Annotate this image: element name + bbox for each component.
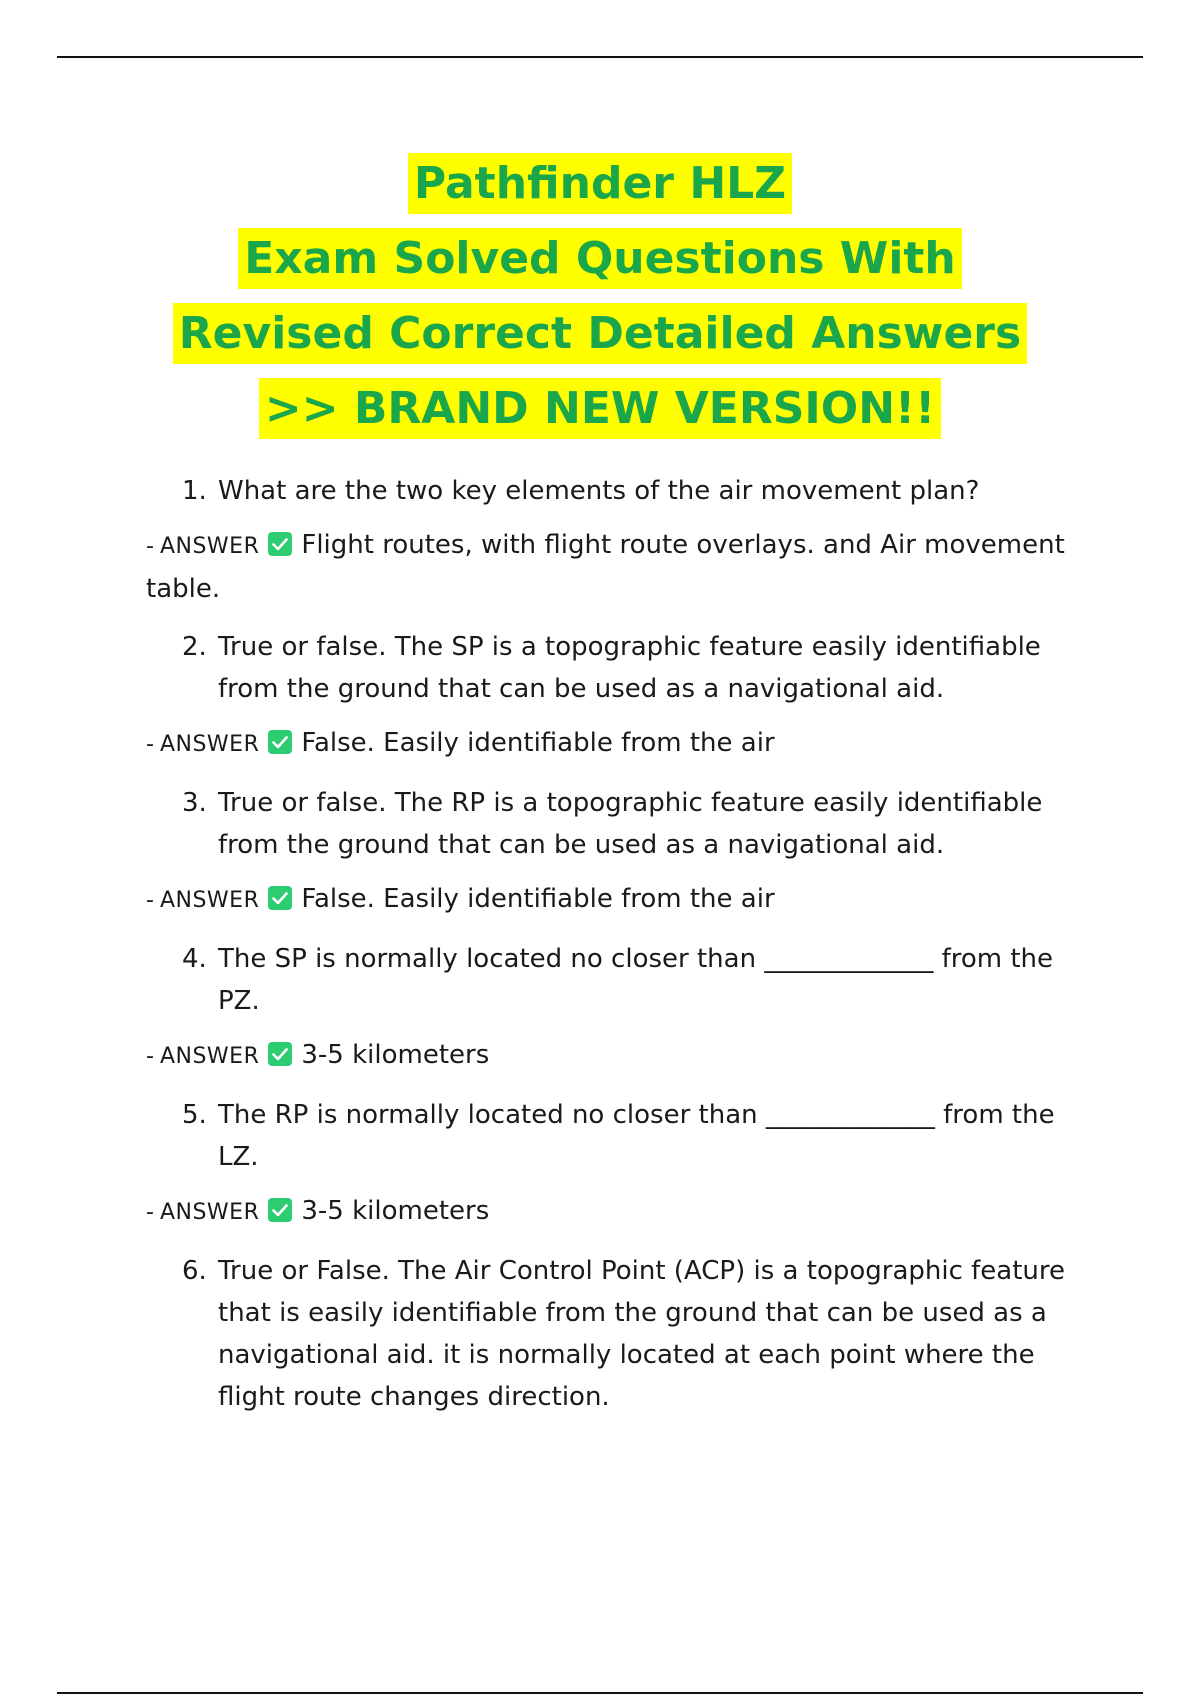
title-line-1: Pathfinder HLZ xyxy=(0,146,1200,221)
question-number: 5. xyxy=(182,1100,207,1130)
answer-dash: - xyxy=(146,1200,154,1225)
question-3 xyxy=(182,782,1078,866)
answer-4 xyxy=(146,1034,1096,1078)
answer-text: Flight routes, with flight route overlays. and Air movement table. xyxy=(146,530,1065,604)
check-mark-icon xyxy=(267,1197,293,1223)
answer-label: ANSWER xyxy=(159,1200,260,1225)
answer-1 xyxy=(146,524,1096,610)
question-number: 2. xyxy=(182,632,207,662)
question-text: The SP is normally located no closer than _____________ from the PZ. xyxy=(218,944,1054,1016)
check-mark-icon xyxy=(267,1041,293,1067)
answer-text: False. Easily identifiable from the air xyxy=(301,884,775,914)
question-text: The RP is normally located no closer than _____________ from the LZ. xyxy=(218,1100,1055,1172)
answer-3 xyxy=(146,878,1096,922)
answer-dash: - xyxy=(146,888,154,913)
question-4 xyxy=(182,938,1078,1022)
question-list xyxy=(0,470,1200,1418)
document-title xyxy=(0,146,1200,446)
answer-label: ANSWER xyxy=(159,888,260,913)
question-text: True or false. The RP is a topographic feature easily identifiable from the ground that can be used as a navigational aid. xyxy=(218,788,1043,860)
title-line-2: Exam Solved Questions With xyxy=(0,221,1200,296)
answer-dash: - xyxy=(146,732,154,757)
check-mark-icon xyxy=(267,729,293,755)
question-6 xyxy=(182,1250,1078,1418)
answer-text: 3-5 kilometers xyxy=(301,1196,490,1226)
question-text: What are the two key elements of the air movement plan? xyxy=(218,476,980,506)
question-text: True or false. The SP is a topographic feature easily identifiable from the ground that can be used as a navigational aid. xyxy=(218,632,1041,704)
title-line-4: >> BRAND NEW VERSION!! xyxy=(0,371,1200,446)
question-number: 6. xyxy=(182,1256,207,1286)
question-5 xyxy=(182,1094,1078,1178)
question-1 xyxy=(182,470,1078,512)
bottom-rule xyxy=(57,1692,1143,1694)
answer-dash: - xyxy=(146,1044,154,1069)
question-2 xyxy=(182,626,1078,710)
answer-text: False. Easily identifiable from the air xyxy=(301,728,775,758)
answer-2 xyxy=(146,722,1096,766)
question-text: True or False. The Air Control Point (ACP) is a topographic feature that is easily identifiable from the ground that can be used as a navigational aid. it is normally located at each point where the flight route changes direction. xyxy=(218,1256,1066,1412)
answer-dash: - xyxy=(146,534,154,559)
check-mark-icon xyxy=(267,531,293,557)
title-line-3: Revised Correct Detailed Answers xyxy=(0,296,1200,371)
answer-text: 3-5 kilometers xyxy=(301,1040,490,1070)
question-number: 1. xyxy=(182,476,207,506)
top-rule xyxy=(57,56,1143,58)
check-mark-icon xyxy=(267,885,293,911)
answer-label: ANSWER xyxy=(159,732,260,757)
question-number: 3. xyxy=(182,788,207,818)
answer-label: ANSWER xyxy=(159,1044,260,1069)
question-number: 4. xyxy=(182,944,207,974)
answer-label: ANSWER xyxy=(159,534,260,559)
answer-5 xyxy=(146,1190,1096,1234)
